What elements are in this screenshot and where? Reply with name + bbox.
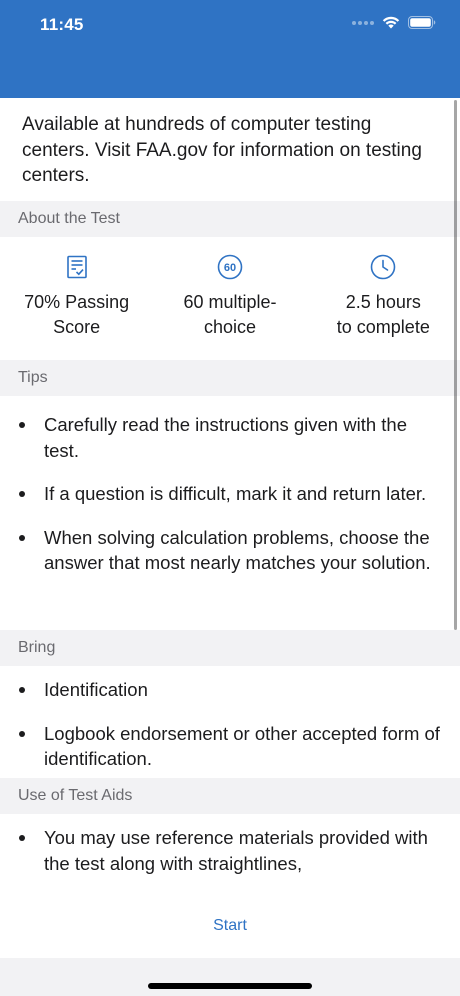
status-bar: [0, 0, 460, 98]
stat-passing-score: [0, 254, 153, 360]
wifi-icon: [382, 16, 400, 29]
bring-list: [0, 666, 460, 778]
section-header-test-aids: Use of Test Aids: [0, 778, 460, 814]
list-item: If a question is difficult, mark it and return later.: [0, 481, 460, 507]
stat-duration-line1: 2.5 hours: [345, 292, 421, 312]
stat-question-count: [153, 254, 306, 360]
bottom-action-bar: [0, 893, 460, 958]
list-item: Identification: [0, 677, 460, 703]
stat-duration: [307, 254, 460, 360]
list-item: You may use reference materials provided with the test along with straightlines,: [0, 825, 460, 876]
stat-passing-line2: Score: [53, 317, 101, 337]
stat-duration-line2: to complete: [336, 317, 430, 337]
stat-passing-line1: 70% Passing: [24, 292, 130, 312]
sixty-badge-icon: [217, 254, 243, 280]
status-icons: [352, 16, 436, 29]
stat-questions-line1: 60 multiple-: [183, 292, 277, 312]
test-stats: [0, 237, 460, 360]
intro-text: Available at hundreds of computer testing centers. Visit FAA.gov for information on testing centers.: [22, 114, 422, 186]
test-aids-list: [0, 814, 460, 876]
status-time: 11:45: [40, 15, 84, 34]
home-indicator[interactable]: [148, 983, 312, 989]
test-info-content[interactable]: [0, 98, 460, 958]
start-button[interactable]: Start: [213, 916, 247, 934]
clock-icon: [370, 254, 396, 280]
section-header-tips: Tips: [0, 360, 460, 396]
stat-questions-line2: choice: [203, 317, 256, 337]
list-item: Carefully read the instructions given with the test.: [0, 412, 460, 463]
tips-list: [0, 396, 460, 630]
sixty-badge-text: 60: [223, 262, 237, 274]
section-header-about: About the Test: [0, 201, 460, 237]
signal-dots-icon: [352, 21, 374, 25]
section-header-bring: Bring: [0, 630, 460, 666]
scrollbar[interactable]: [454, 100, 457, 630]
list-item: When solving calculation problems, choose the answer that most nearly matches your solution.: [0, 525, 460, 576]
battery-icon: [408, 16, 436, 29]
footer-strip: [0, 958, 460, 996]
checklist-icon: [66, 254, 88, 280]
list-item: Logbook endorsement or other accepted form of identification.: [0, 721, 460, 772]
